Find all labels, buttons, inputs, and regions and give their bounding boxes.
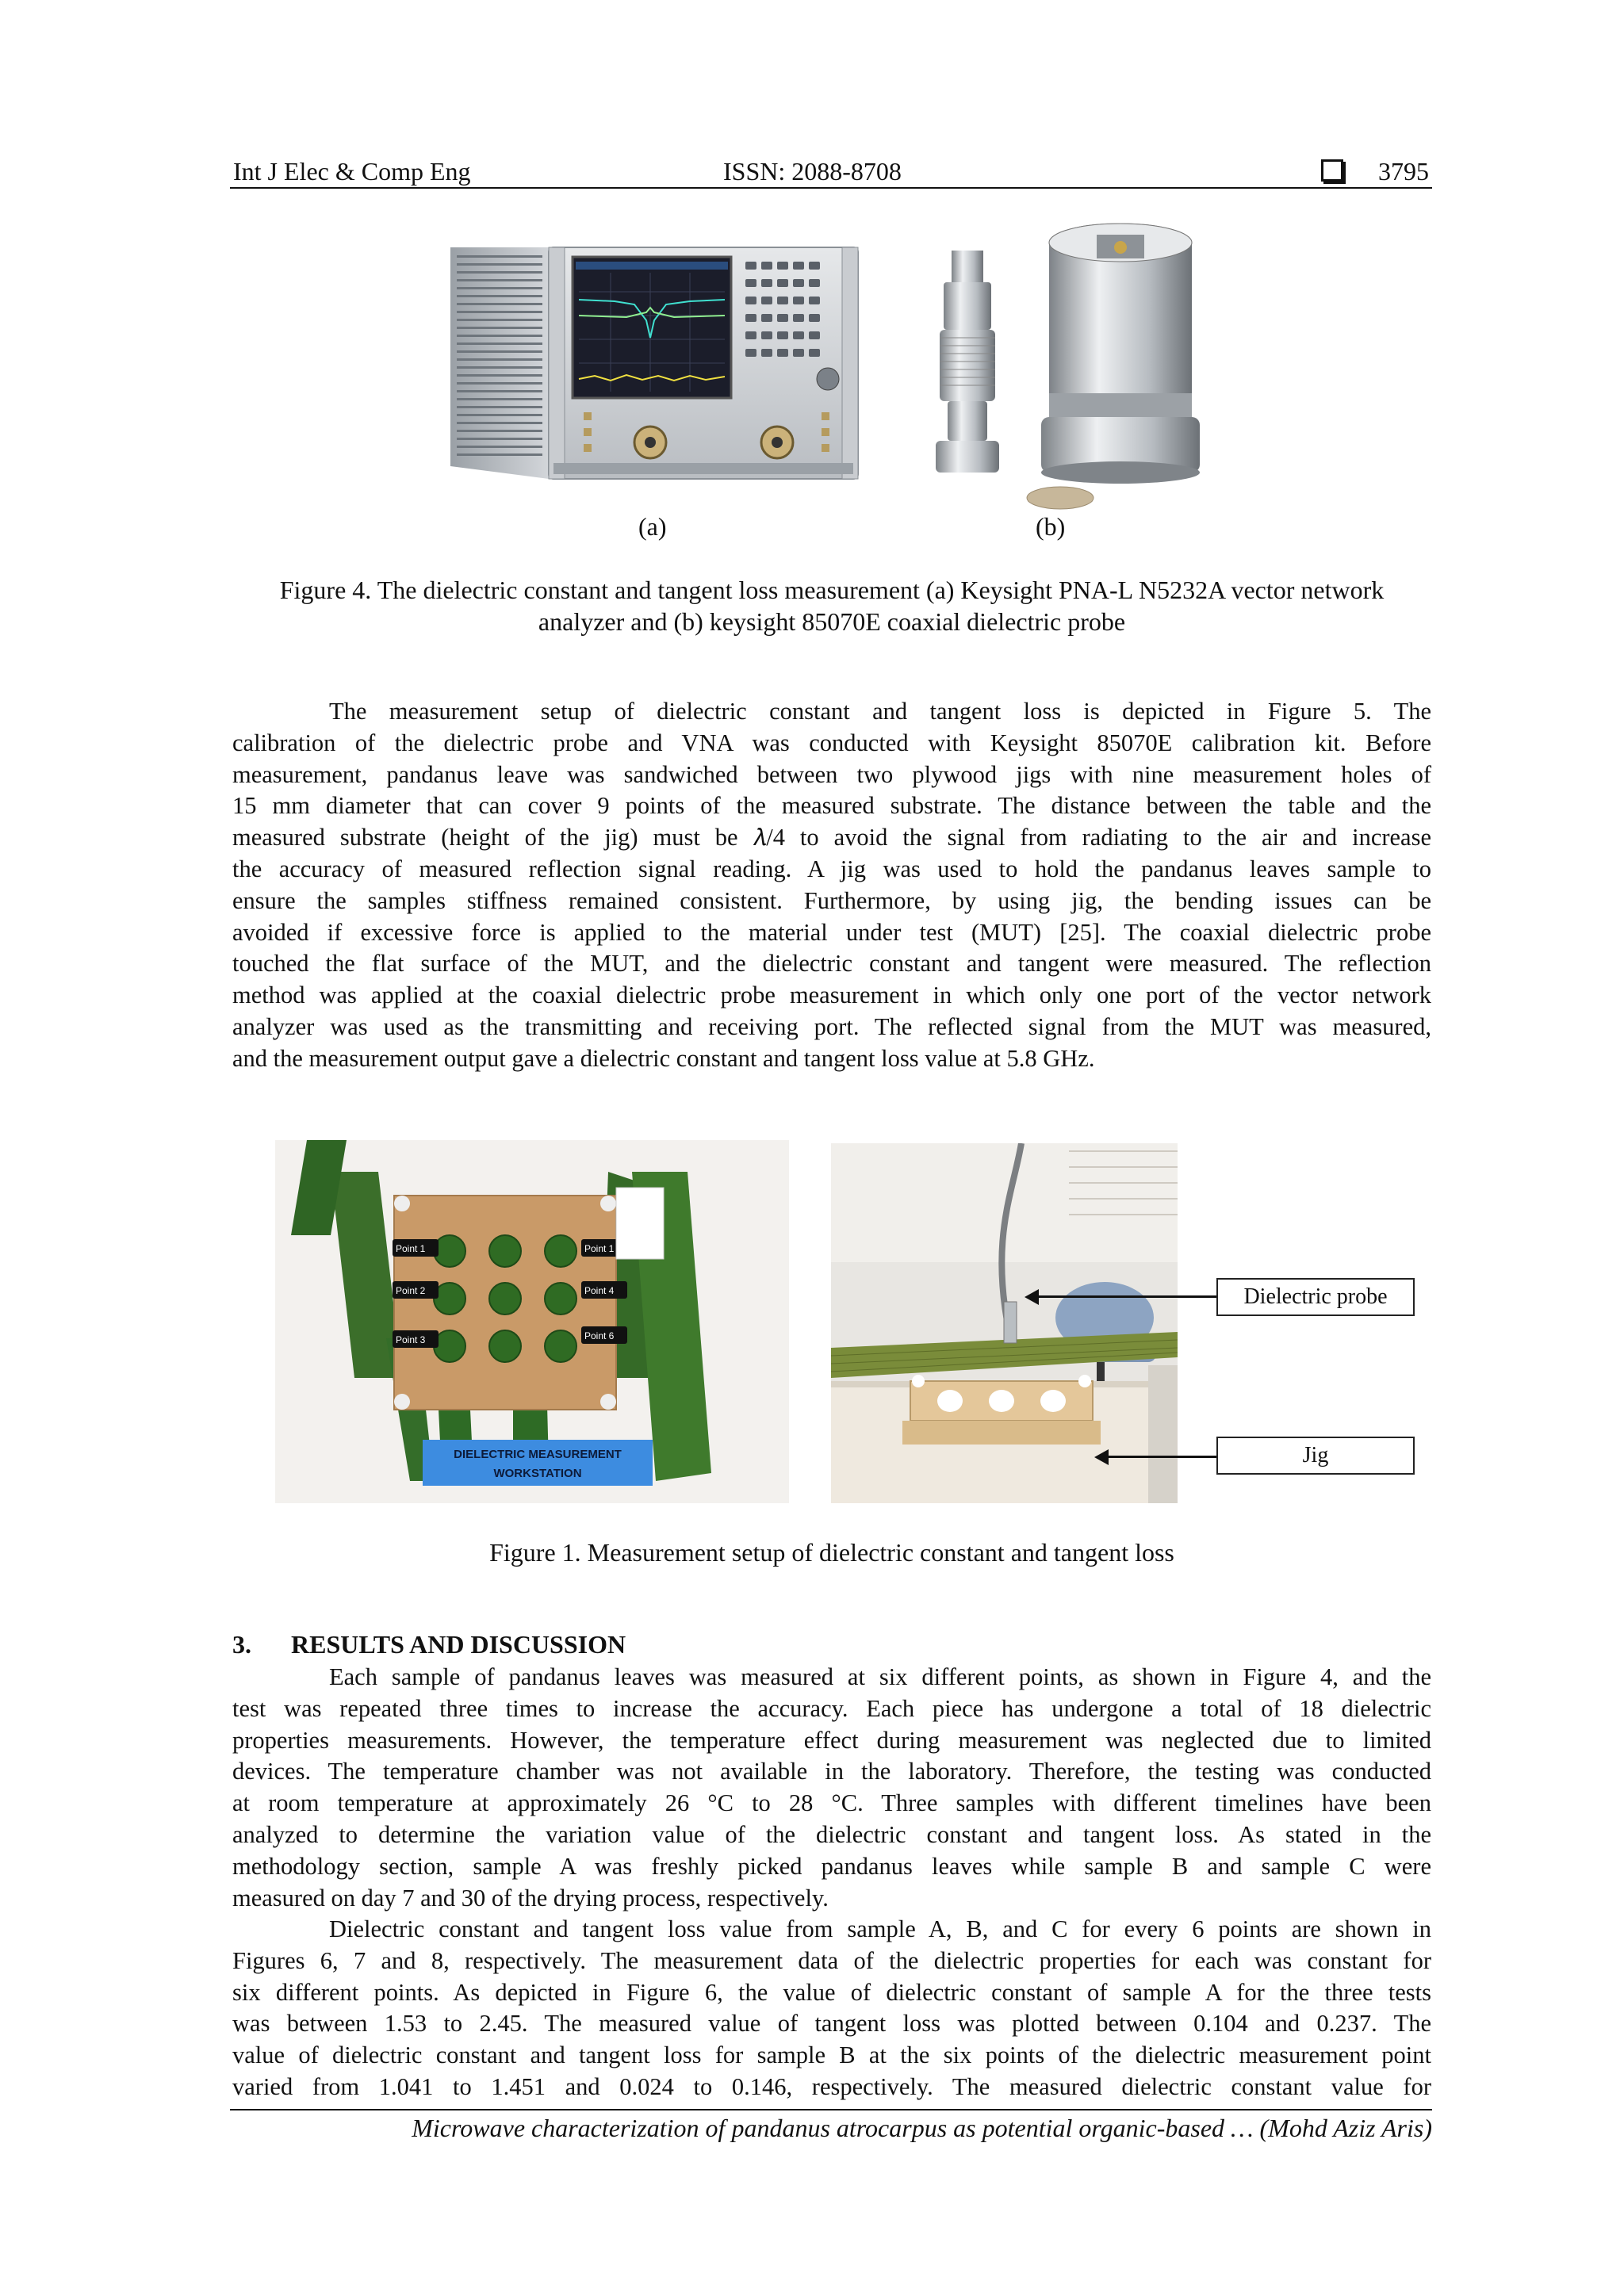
text-line: test was repeated three times to increase the accuracy. Each piece has undergone a total of 18 dielectric <box>232 1694 1431 1722</box>
coaxial-probe-photo <box>908 219 1225 512</box>
figure4-caption-line: Figure 4. The dielectric constant and tangent loss measurement (a) Keysight PNA-L N5232A vector network <box>279 576 1385 604</box>
text-line: analyzed to determine the variation value of the dielectric constant and tangent loss. As stated in the <box>232 1820 1431 1848</box>
point-label: Point 4 <box>584 1285 615 1296</box>
text-line: properties measurements. However, the temperature effect during measurement was neglected due to limited <box>232 1726 1431 1754</box>
section-title: RESULTS AND DISCUSSION <box>291 1630 626 1659</box>
figure1-caption: Figure 1. Measurement setup of dielectric constant and tangent loss <box>489 1538 1174 1567</box>
text-line: and the measurement output gave a dielectric constant and tangent loss value at 5.8 GHz. <box>232 1044 1095 1072</box>
arrowhead-icon <box>1025 1289 1039 1305</box>
arrowhead-icon <box>1094 1449 1109 1465</box>
probe-side-view-photo <box>831 1143 1178 1503</box>
text-line: Dielectric constant and tangent loss value from sample A, B, and C for every 6 points are shown in <box>329 1915 1431 1942</box>
jig-top-view-photo <box>275 1140 789 1503</box>
journal-name: Int J Elec & Comp Eng <box>233 157 471 186</box>
vna-photo <box>444 244 864 482</box>
point-label: Point 1 <box>584 1243 615 1254</box>
text-line: measured substrate (height of the jig) must be 𝜆/4 to avoid the signal from radiating to the air and increase <box>232 824 1431 851</box>
jig-arrow <box>1102 1456 1216 1458</box>
results-paragraph-2 <box>232 1914 1431 2103</box>
figure4-caption <box>232 574 1431 637</box>
text-line: Each sample of pandanus leaves was measured at six different points, as shown in Figure 4, and the <box>329 1663 1431 1690</box>
page-number: 3795 <box>1378 157 1429 186</box>
text-line: at room temperature at approximately 26 °C to 28 °C. Three samples with different timelines have been <box>232 1789 1431 1817</box>
point-label: Point 1 <box>396 1243 426 1254</box>
page-number-group <box>1321 155 1429 187</box>
text-line: varied from 1.041 to 1.451 and 0.024 to 0.146, respectively. The measured dielectric constant value for <box>232 2072 1431 2100</box>
measurement-setup-paragraph <box>232 696 1431 1075</box>
text-line: value of dielectric constant and tangent loss for sample B at the six points of the dielectric measurement point <box>232 2042 1431 2069</box>
jig-callout: Jig <box>1216 1437 1415 1475</box>
text-line: devices. The temperature chamber was not available in the laboratory. Therefore, the testing was conducted <box>232 1758 1431 1785</box>
text-line: The measurement setup of dielectric constant and tangent loss is depicted in Figure 5. The <box>329 698 1431 725</box>
dielectric-probe-callout: Dielectric probe <box>1216 1278 1415 1316</box>
results-paragraph-1 <box>232 1662 1431 1914</box>
text-line: methodology section, sample A was freshly picked pandanus leaves while sample B and sample C were <box>232 1852 1431 1880</box>
workstation-label: DIELECTRIC MEASUREMENT <box>454 1448 622 1461</box>
figure4-label-b: (b) <box>1036 512 1066 541</box>
checkbox-icon <box>1321 159 1343 182</box>
point-label: Point 6 <box>584 1330 615 1341</box>
text-line: was between 1.53 to 2.45. The measured value of tangent loss was plotted between 0.104 and 0.237. The <box>232 2010 1431 2038</box>
section-number: 3. <box>232 1630 251 1659</box>
section-heading <box>232 1630 626 1659</box>
text-line: avoided if excessive force is applied to the material under test (MUT) [25]. The coaxial dielectric probe <box>232 918 1431 946</box>
text-line: analyzer was used as the transmitting and receiving port. The reflected signal from the MUT was measured, <box>232 1012 1431 1040</box>
text-line: the accuracy of measured reflection signal reading. A jig was used to hold the pandanus leaves sample to <box>232 855 1431 882</box>
point-label: Point 3 <box>396 1334 426 1345</box>
text-line: six different points. As depicted in Figure 6, the value of dielectric constant of sample A for the three tests <box>232 1978 1431 2006</box>
figure4-caption-line: analyzer and (b) keysight 85070E coaxial dielectric probe <box>538 607 1126 636</box>
text-line: measurement, pandanus leave was sandwiched between two plywood jigs with nine measurement holes of <box>232 760 1431 788</box>
dielectric-probe-arrow <box>1032 1295 1216 1298</box>
workstation-label: WORKSTATION <box>493 1467 582 1480</box>
text-line: method was applied at the coaxial dielectric probe measurement in which only one port of the vector network <box>232 982 1431 1009</box>
point-label: Point 2 <box>396 1285 426 1296</box>
text-line: touched the flat surface of the MUT, and the dielectric constant and tangent were measured. The reflection <box>232 950 1431 978</box>
issn: ISSN: 2088-8708 <box>723 157 902 186</box>
figure4-label-a: (a) <box>638 512 667 541</box>
running-header <box>230 155 1432 189</box>
text-line: 15 mm diameter that can cover 9 points of the measured substrate. The distance between the table and the <box>232 792 1431 820</box>
text-line: Figures 6, 7 and 8, respectively. The measurement data of the dielectric properties for each was constant for <box>232 1946 1431 1974</box>
running-footer: Microwave characterization of pandanus atrocarpus as potential organic-based … (Mohd Aziz Aris) <box>230 2109 1432 2143</box>
text-line: measured on day 7 and 30 of the drying process, respectively. <box>232 1884 829 1911</box>
text-line: calibration of the dielectric probe and VNA was conducted with Keysight 85070E calibration kit. Before <box>232 729 1431 756</box>
text-line: ensure the samples stiffness remained consistent. Furthermore, by using jig, the bending issues can be <box>232 886 1431 914</box>
